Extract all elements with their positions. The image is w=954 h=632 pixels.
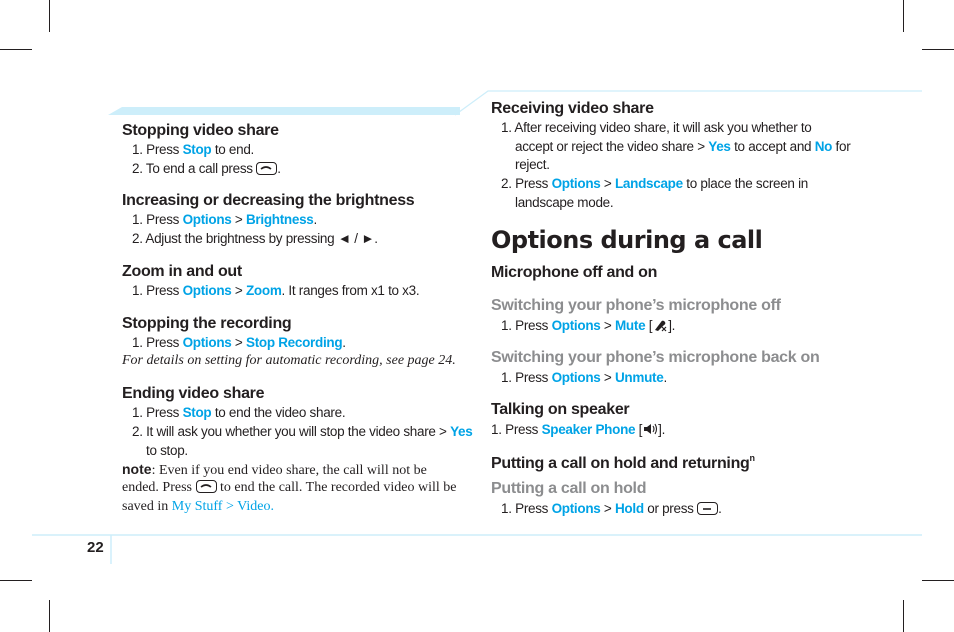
- end-call-key-icon: [256, 162, 277, 175]
- page-number: 22: [87, 539, 104, 556]
- link-video[interactable]: Video: [237, 499, 271, 514]
- step-landscape: 2. Press Options > Landscape to place the screen in: [501, 176, 808, 191]
- step-mute: 1. Press Options > Mute [ ].: [501, 318, 676, 333]
- note-line-1: note: Even if you end video share, the call will not be: [122, 461, 427, 478]
- step-receiving-1: 1. After receiving video share, it will ask you whether to: [501, 120, 812, 135]
- link-unmute[interactable]: Unmute: [614, 370, 664, 385]
- link-stop[interactable]: Stop: [182, 405, 212, 420]
- step-landscape-cont: landscape mode.: [515, 195, 614, 210]
- link-hold[interactable]: Hold: [614, 501, 644, 516]
- link-yes[interactable]: Yes: [450, 424, 473, 439]
- link-options[interactable]: Options: [182, 283, 232, 298]
- link-zoom[interactable]: Zoom: [245, 283, 282, 298]
- heading-ending-video-share: Ending video share: [122, 385, 265, 402]
- step-receiving-1-cont: accept or reject the video share > Yes to accept and No for: [515, 139, 851, 154]
- link-options[interactable]: Options: [551, 176, 601, 191]
- heading-microphone: Microphone off and on: [491, 264, 658, 281]
- link-options[interactable]: Options: [551, 501, 601, 516]
- heading-hold: Putting a call on hold and returning$^n$: [491, 453, 755, 472]
- note-line-3: saved in My Stuff > Video.: [122, 499, 274, 514]
- crop-mark: [922, 580, 954, 581]
- step-confirm-stop-cont: to stop.: [146, 443, 188, 458]
- step-hold: 1. Press Options > Hold or press .: [501, 501, 722, 516]
- step-unmute: 1. Press Options > Unmute.: [501, 370, 667, 385]
- link-stop[interactable]: Stop: [182, 142, 212, 157]
- link-landscape[interactable]: Landscape: [614, 176, 683, 191]
- soft-key-icon: [697, 502, 718, 515]
- link-options[interactable]: Options: [182, 335, 232, 350]
- step-stop-recording: 1. Press Options > Stop Recording.: [132, 335, 346, 350]
- step-receiving-1-end: reject.: [515, 157, 550, 172]
- step-stop-video-share: 1. Press Stop to end the video share.: [132, 405, 346, 420]
- link-yes[interactable]: Yes: [708, 139, 731, 154]
- heading-mic-on: Switching your phone’s microphone back on: [491, 349, 820, 366]
- link-options[interactable]: Options: [551, 318, 601, 333]
- crop-mark: [0, 580, 32, 581]
- header-band: [0, 0, 954, 130]
- step-end-call: 2. To end a call press .: [132, 161, 281, 176]
- link-speaker-phone[interactable]: Speaker Phone: [541, 422, 636, 437]
- mute-microphone-icon: [652, 318, 668, 332]
- step-brightness-options: 1. Press Options > Brightness.: [132, 212, 317, 227]
- link-stop-recording[interactable]: Stop Recording: [245, 335, 343, 350]
- end-call-key-icon: [196, 480, 217, 493]
- speaker-icon: [642, 422, 658, 436]
- link-no[interactable]: No: [814, 139, 833, 154]
- link-my-stuff[interactable]: My Stuff: [171, 499, 223, 514]
- link-options[interactable]: Options: [182, 212, 232, 227]
- heading-receiving-video-share: Receiving video share: [491, 100, 654, 117]
- heading-hold-sub: Putting a call on hold: [491, 480, 647, 497]
- step-speaker: 1. Press Speaker Phone [ ].: [491, 422, 666, 437]
- link-brightness[interactable]: Brightness: [245, 212, 314, 227]
- heading-speaker: Talking on speaker: [491, 401, 630, 418]
- heading-mic-off: Switching your phone’s microphone off: [491, 297, 781, 314]
- heading-brightness: Increasing or decreasing the brightness: [122, 192, 415, 209]
- step-adjust-brightness: 2. Adjust the brightness by pressing ◄ / ►.: [132, 231, 378, 246]
- crop-mark: [903, 600, 904, 632]
- recording-note: For details on setting for automatic recording, see page 24.: [122, 353, 456, 368]
- note-line-2: ended. Press to end the call. The recorded video will be: [122, 480, 457, 495]
- crop-mark: [49, 600, 50, 632]
- heading-stopping-video-share: Stopping video share: [122, 122, 279, 139]
- heading-zoom: Zoom in and out: [122, 263, 242, 280]
- step-zoom: 1. Press Options > Zoom. It ranges from x1 to x3.: [132, 283, 420, 298]
- heading-stopping-recording: Stopping the recording: [122, 315, 292, 332]
- section-title: Options during a call: [491, 226, 763, 254]
- step-stop-to-end: 1. Press Stop to end.: [132, 142, 255, 157]
- link-mute[interactable]: Mute: [614, 318, 646, 333]
- footer-rule: [0, 530, 954, 570]
- step-confirm-stop: 2. It will ask you whether you will stop the video share > Yes: [132, 424, 473, 439]
- link-options[interactable]: Options: [551, 370, 601, 385]
